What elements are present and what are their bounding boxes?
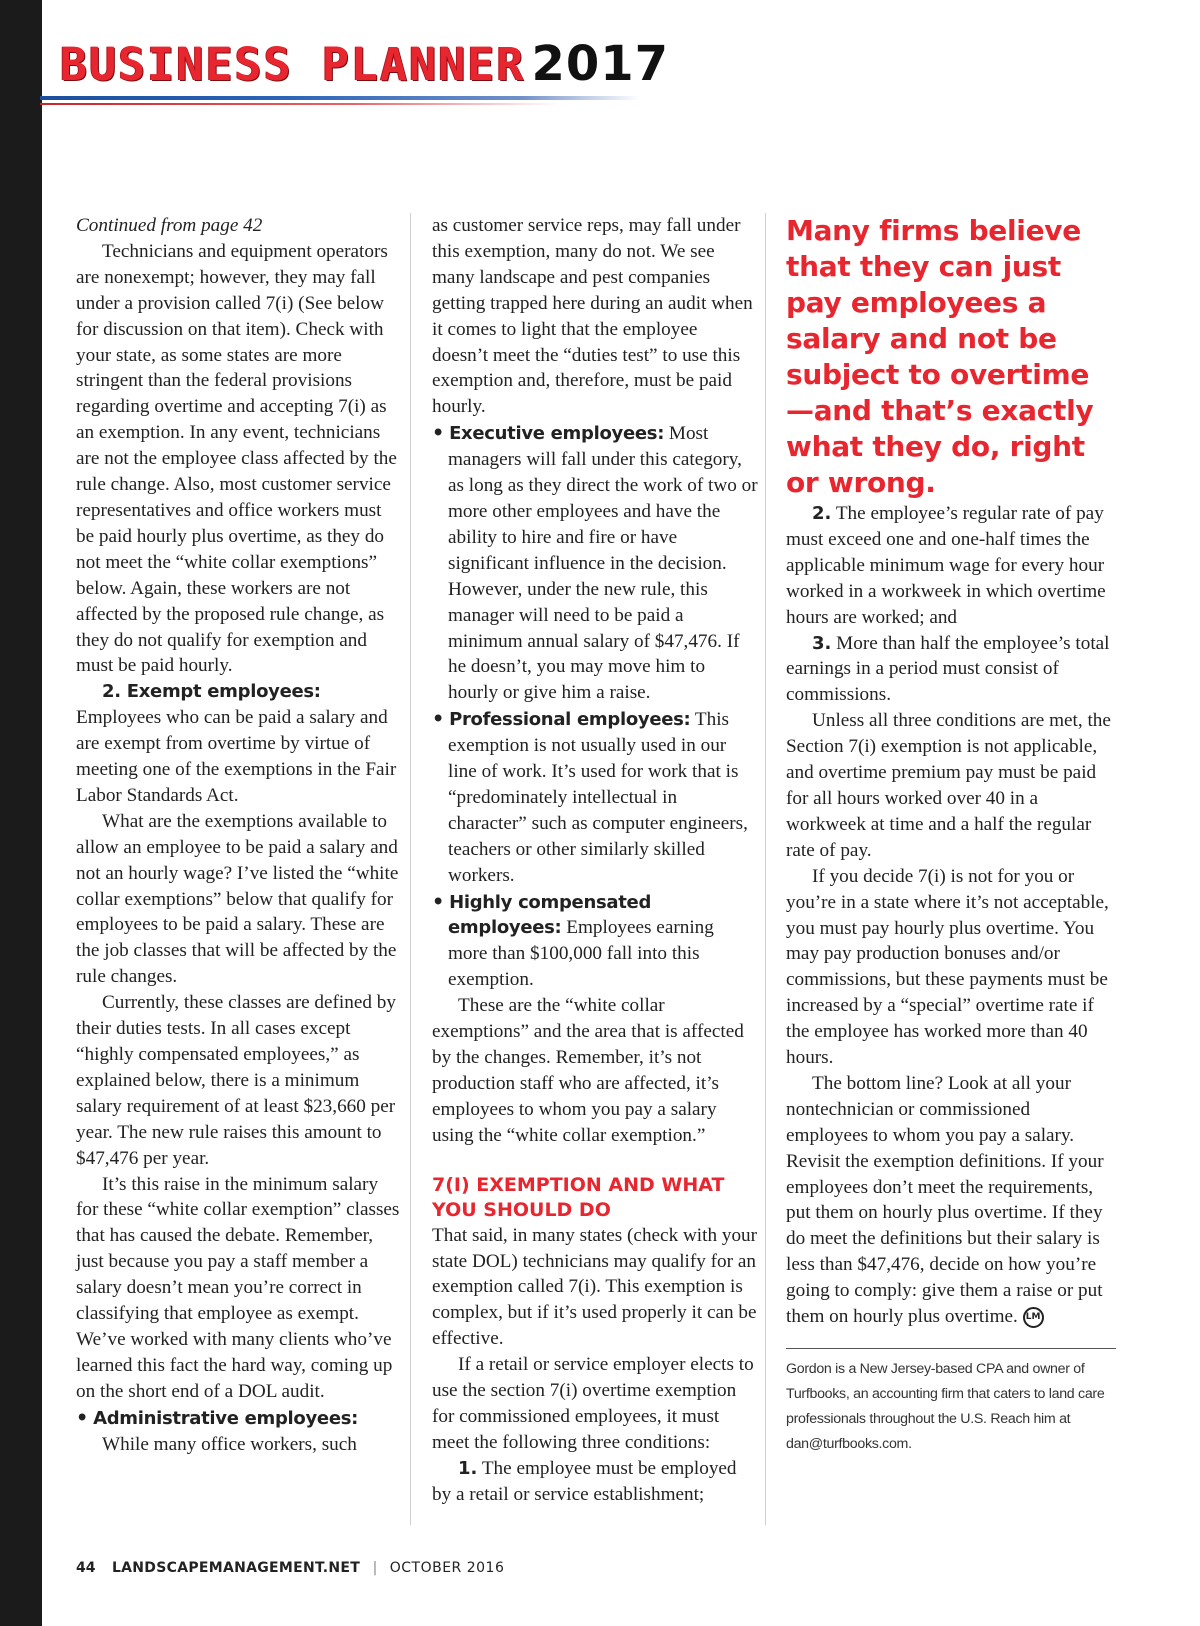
column-divider	[765, 213, 766, 1525]
banner-title: BUSINESS PLANNER	[60, 38, 526, 91]
column-1	[76, 213, 402, 1458]
paragraph: These are the “white collar exemptions” and the area that is affected by the changes. Remember, it’s not production staff who are affected, it’s employees to whom you pay a salary using the “white collar exemption.”	[432, 995, 744, 1146]
section-subhead: 7(I) EXEMPTION AND WHAT YOU SHOULD DO	[432, 1173, 725, 1221]
pull-quote: Many firms believe that they can just pay employees a salary and not be subject to overtime—and that’s exactly what they do, right or wrong.	[786, 214, 1094, 499]
paragraph: That said, in many states (check with your state DOL) technicians may qualify for an exemption called 7(i). This exemption is complex, but if it’s used properly it can be effective.	[432, 1224, 758, 1350]
bullet-dot: •	[432, 707, 445, 731]
bullet-dot: •	[76, 1405, 89, 1429]
paragraph-body: While many office workers, such	[102, 1433, 357, 1455]
lead-in-administrative: Administrative employees:	[93, 1407, 359, 1429]
condition-number: 3.	[812, 632, 832, 654]
banner-underline-red	[40, 103, 560, 105]
paragraph-body: The employee’s regular rate of pay must exceed one and one-half times the applicable minimum wage for every hour worked in a workweek in which overtime hours are worked; and	[786, 503, 1106, 628]
column-divider	[410, 213, 411, 1525]
paragraph: If a retail or service employer elects to use the section 7(i) overtime exemption for commissioned employees, it must meet the following three conditions:	[432, 1354, 754, 1453]
condition-number: 1.	[458, 1457, 478, 1479]
paragraph-body: This exemption is not usually used in our line of work. It’s used for work that is “predominately intellectual in character” such as computer engineers, teachers or other similarly skilled workers.	[448, 709, 748, 886]
end-mark-icon: LM	[1023, 1307, 1044, 1328]
bullet-executive	[432, 420, 758, 706]
paragraph-closing	[786, 1071, 1116, 1330]
bullet-dot: •	[432, 889, 445, 913]
bio-divider	[786, 1348, 1116, 1349]
paragraph-body: Most managers will fall under this category, as long as they direct the work of two or more other employees and have the ability to hire and fire or have significant influence in the decision. However, under the new rule, this manager will need to be paid a minimum annual salary of $47,476. If he doesn’t, you may move him to hourly or give him a raise.	[448, 423, 758, 704]
author-bio: Gordon is a New Jersey-based CPA and owner of Turfbooks, an accounting firm that caters to land care professionals throughout the U.S. Reach him at dan@turfbooks.com.	[786, 1361, 1105, 1452]
condition-3	[786, 631, 1116, 709]
condition-number: 2.	[812, 503, 832, 524]
banner-underline-blue	[40, 96, 640, 100]
bullet-administrative	[76, 1405, 402, 1432]
page-footer	[76, 1560, 504, 1576]
footer-site: LANDSCAPEMANAGEMENT.NET	[111, 1560, 361, 1576]
page-number: 44	[76, 1560, 96, 1576]
paragraph: Currently, these classes are defined by their duties tests. In all cases except “highly compensated employees,” as explained below, there is a minimum salary requirement of at least $23,660 per year. The new rule raises this amount to $47,476 per year.	[76, 992, 396, 1169]
lead-in-executive: Executive employees:	[449, 423, 665, 445]
paragraph-body: The bottom line? Look at all your nontechnician or commissioned employees to whom you pay a salary. Revisit the exemption definitions. If your employees don’t meet the requirements, put them on hourly plus overtime. If they do meet the definitions but their salary is less than $47,476, decide on how you’re going to comply: give them a raise or put them on hourly plus overtime.	[786, 1072, 1104, 1328]
bullet-dot: •	[432, 421, 445, 445]
page-edge-bar	[0, 0, 42, 1626]
paragraph: What are the exemptions available to allow an employee to be paid a salary and not an hourly wage? I’ve listed the “white collar exemptions” below that qualify for employees to be paid a salary. These are the job classes that will be affected by the rule changes.	[76, 810, 399, 988]
footer-separator: |	[372, 1560, 378, 1576]
lead-in-professional: Professional employees:	[449, 709, 691, 731]
condition-2	[786, 501, 1116, 631]
paragraph: as customer service reps, may fall under this exemption, many do not. We see many landscape and pest companies getting trapped here during an audit when it comes to light that the employee doesn’t meet the “duties test” to use this exemption and, therefore, must be paid hourly.	[432, 215, 753, 418]
paragraph: Technicians and equipment operators are nonexempt; however, they may fall under a provision called 7(i) (See below for discussion on that item). Check with your state, as some states are more stringent than the federal provisions regarding overtime and accepting 7(i) as an exemption. In any event, technicians are not the employee class affected by the rule change. Also, most customer service representatives and office workers must be paid hourly plus overtime, as they do not meet the “white collar exemptions” below. Again, these workers are not affected by the proposed rule change, as they do not qualify for exemption and must be paid hourly.	[76, 240, 397, 677]
paragraph-body: The employee must be employed by a retail or service establishment;	[432, 1457, 737, 1505]
banner-year: 2017	[531, 36, 670, 92]
lead-in-highly-compensated: Highly compensated employees:	[448, 891, 652, 939]
bullet-professional	[432, 706, 758, 888]
paragraph: Unless all three conditions are met, the Section 7(i) exemption is not applicable, and overtime premium pay must be paid for all hours worked over 40 in a workweek at time and a half the regular rate of pay.	[786, 710, 1111, 861]
footer-issue: OCTOBER 2016	[389, 1560, 505, 1576]
column-2	[432, 213, 758, 1508]
paragraph-body: More than half the employee’s total earnings in a period must consist of commissions.	[786, 632, 1110, 706]
lead-in-exempt: 2. Exempt employees:	[102, 681, 321, 703]
continued-note: Continued from page 42	[76, 215, 263, 236]
bullet-highly-compensated	[432, 889, 758, 994]
paragraph-exempt-employees	[76, 679, 402, 809]
paragraph-body: Employees who can be paid a salary and are exempt from overtime by virtue of meeting one of the exemptions in the Fair Labor Standards Act.	[76, 707, 397, 806]
condition-1	[432, 1456, 758, 1508]
paragraph-body: Employees earning more than $100,000 fall into this exemption.	[448, 917, 714, 991]
paragraph: If you decide 7(i) is not for you or you’re in a state where it’s not acceptable, you must pay hourly plus overtime. You may pay production bonuses and/or commissions, but these payments must be increased by a “special” overtime rate if the employee has worked more than 40 hours.	[786, 865, 1109, 1069]
paragraph: It’s this raise in the minimum salary for these “white collar exemption” classes that has caused the debate. Remember, just because you pay a staff member a salary doesn’t mean you’re correct in classifying that employee as exempt. We’ve worked with many clients who’ve learned this fact the hard way, coming up on the short end of a DOL audit.	[76, 1173, 400, 1402]
column-3	[786, 213, 1116, 1457]
